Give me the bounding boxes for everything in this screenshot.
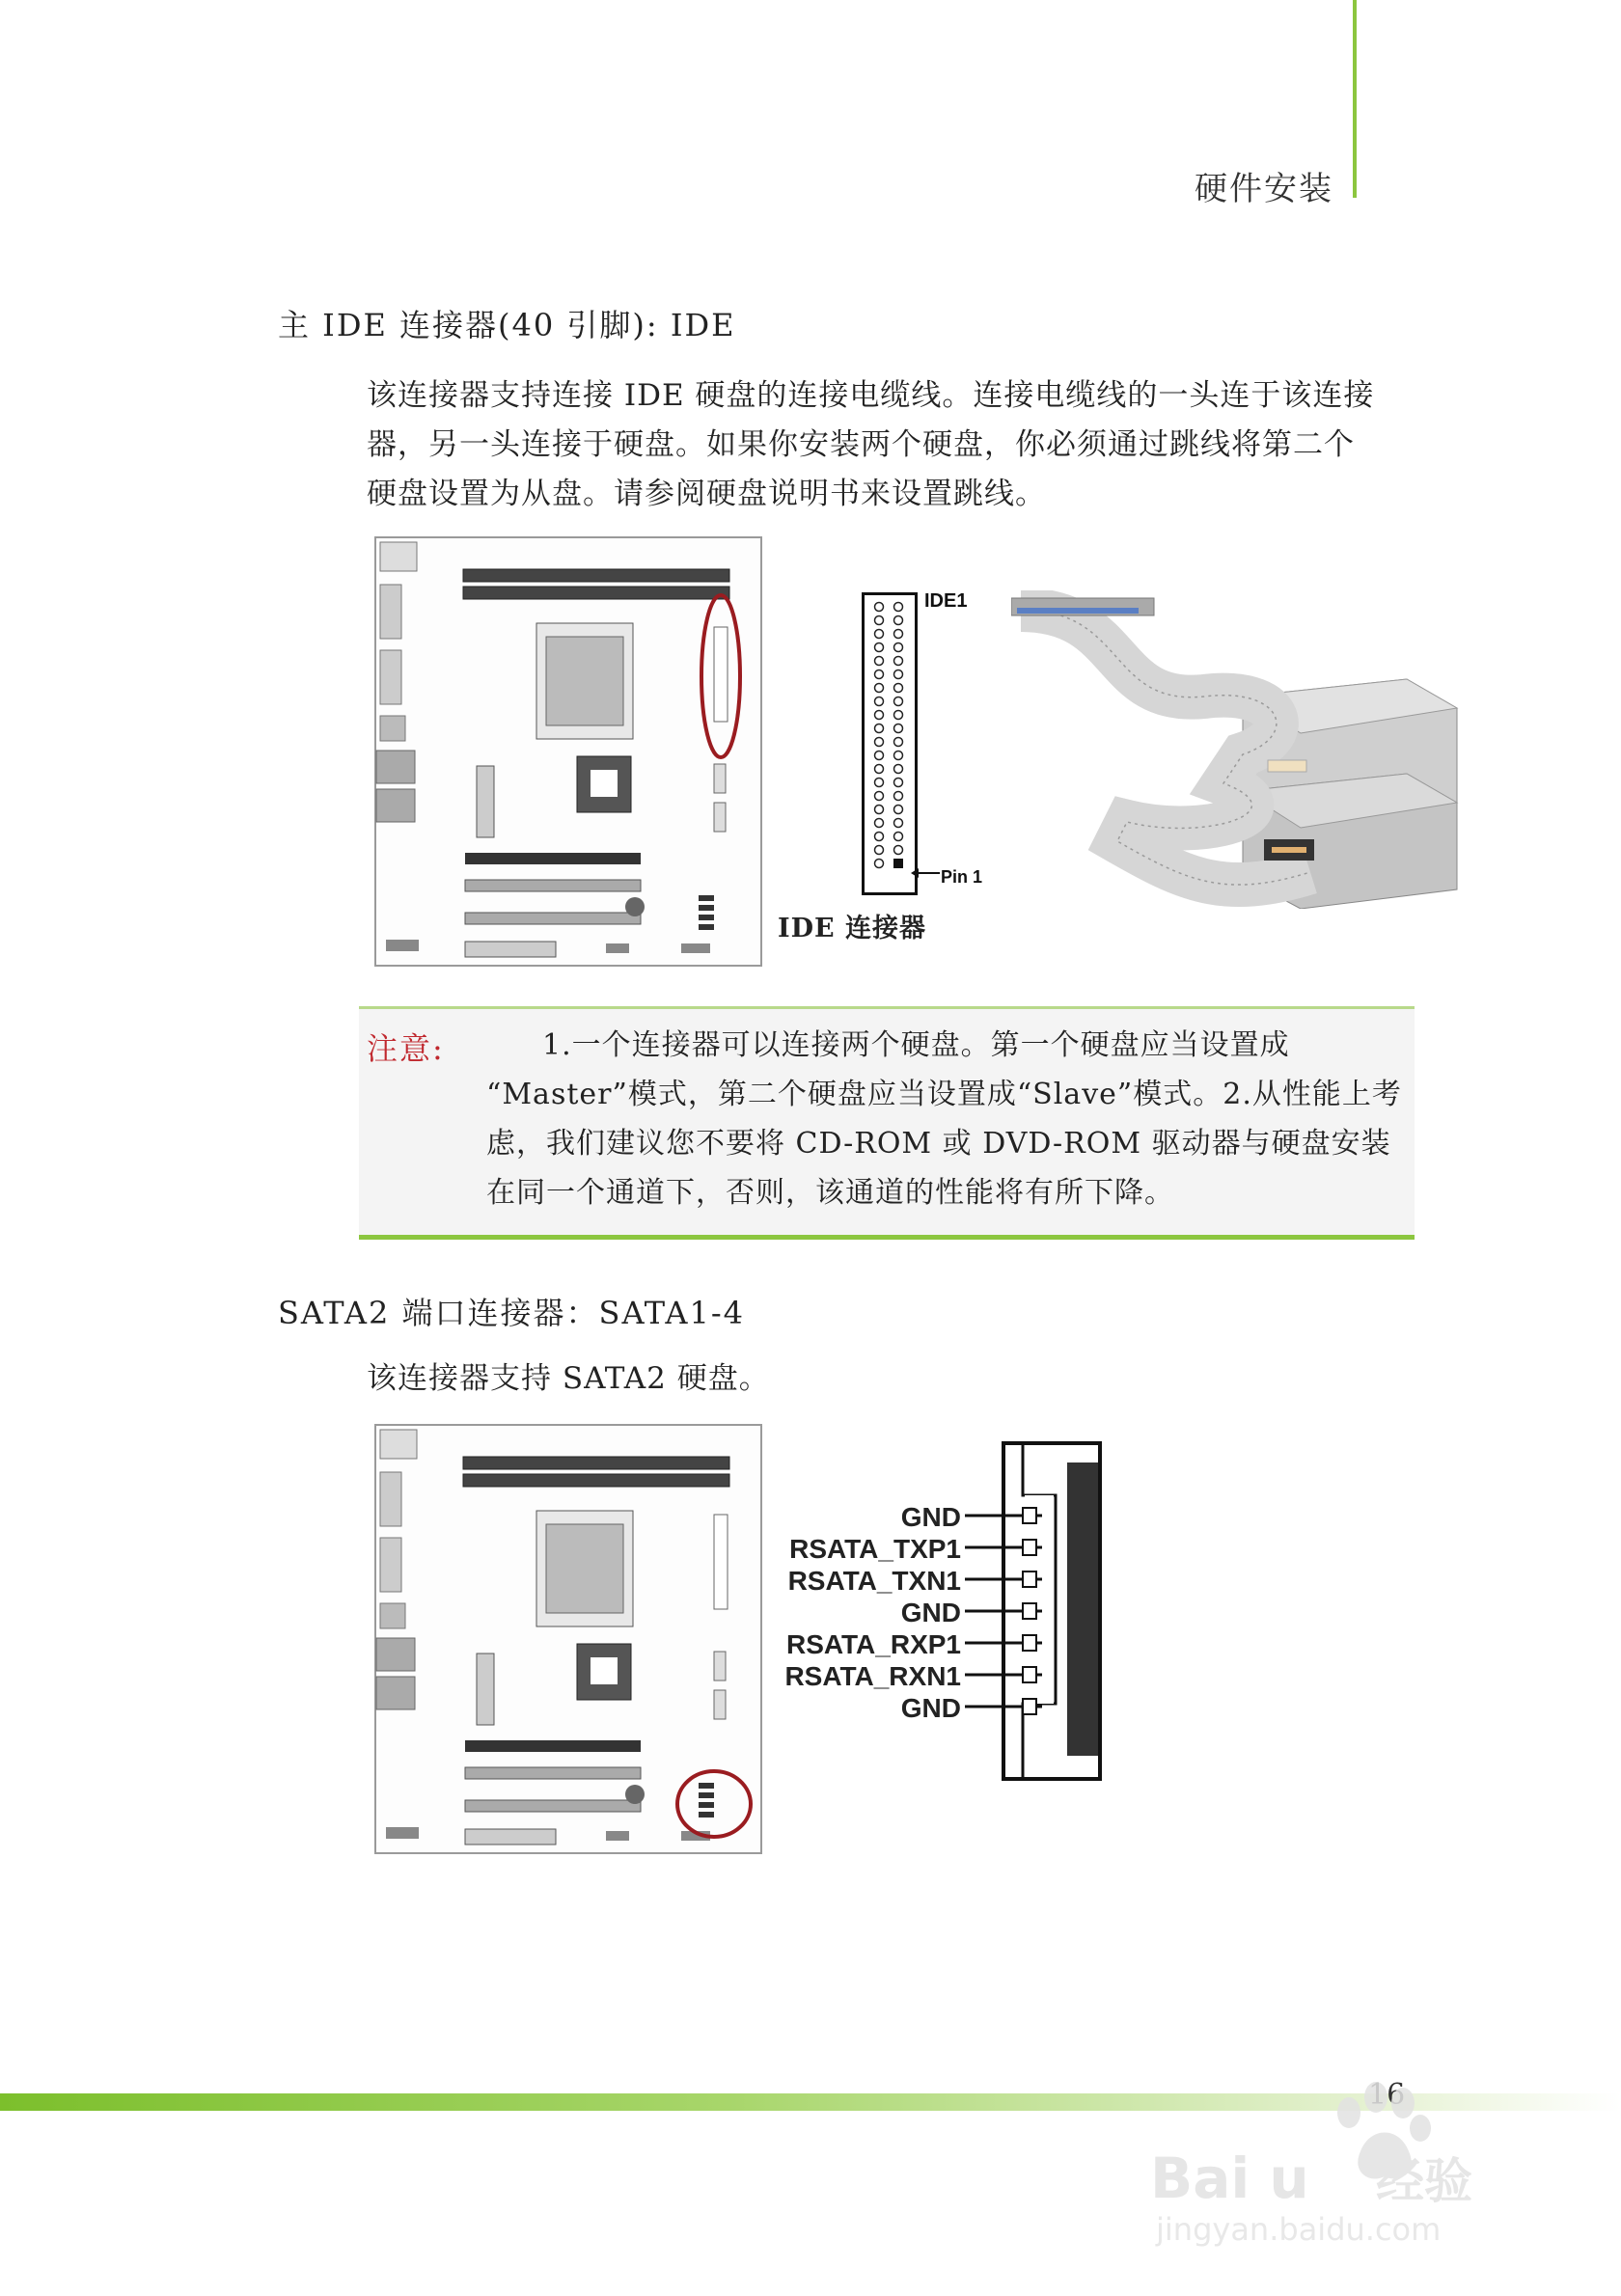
ide-connector-caption: IDE 连接器 bbox=[778, 914, 927, 943]
note-line: 在同一个通道下，否则，该通道的性能将有所下降。 bbox=[486, 1176, 1174, 1210]
svg-text:Bai u: Bai u bbox=[1150, 2146, 1309, 2211]
ide-section-heading: 主 IDE 连接器(40 引脚): IDE bbox=[278, 307, 736, 343]
ide-paragraph-line: 该连接器支持连接 IDE 硬盘的连接电缆线。连接电缆线的一头连于该连接 bbox=[367, 378, 1375, 413]
sata-pin-leads bbox=[965, 1505, 1042, 1717]
sata-pin-label: GND bbox=[900, 1598, 961, 1627]
sata-pin-label: RSATA_RXN1 bbox=[784, 1661, 961, 1691]
ide-section-paragraph bbox=[367, 371, 1428, 519]
sata-pin-label: RSATA_TXP1 bbox=[789, 1534, 961, 1564]
svg-text:jingyan.baidu.com: jingyan.baidu.com bbox=[1156, 2211, 1442, 2248]
motherboard-diagram-sata bbox=[374, 1424, 762, 1854]
header-accent-line bbox=[1353, 0, 1357, 198]
sata-pin-labels bbox=[772, 1501, 961, 1724]
sata-pin-label: RSATA_TXN1 bbox=[787, 1566, 961, 1596]
page-header-title: 硬件安装 bbox=[1195, 170, 1333, 208]
ide-paragraph-line: 硬盘设置为从盘。请参阅硬盘说明书来设置跳线。 bbox=[367, 477, 1046, 511]
ide-paragraph-line: 器，另一头连接于硬盘。如果你安装两个硬盘，你必须通过跳线将第二个 bbox=[367, 427, 1355, 462]
note-line: “Master”模式，第二个硬盘应当设置成“Slave”模式。2.从性能上考 bbox=[486, 1078, 1402, 1111]
motherboard-diagram-ide bbox=[374, 536, 762, 967]
sata-pin-label: RSATA_RXP1 bbox=[785, 1629, 961, 1659]
note-line: 1.一个连接器可以连接两个硬盘。第一个硬盘应当设置成 bbox=[542, 1028, 1290, 1062]
svg-text:经验: 经验 bbox=[1376, 2153, 1472, 2209]
ide-cable-illustration bbox=[1011, 590, 1465, 909]
note-label: 注意: bbox=[367, 1030, 445, 1067]
sata-pin-label: GND bbox=[900, 1502, 961, 1532]
sata-section-paragraph: 该连接器支持 SATA2 硬盘。 bbox=[367, 1361, 770, 1396]
note-body bbox=[486, 1021, 1409, 1217]
sata-pin-label: GND bbox=[900, 1693, 961, 1723]
sata-section-heading: SATA2 端口连接器：SATA1-4 bbox=[278, 1295, 746, 1331]
pin1-arrow-icon bbox=[911, 866, 942, 880]
note-line: 虑，我们建议您不要将 CD-ROM 或 DVD-ROM 驱动器与硬盘安装 bbox=[486, 1127, 1391, 1161]
baidu-watermark-icon bbox=[1146, 2064, 1513, 2248]
pin1-label: Pin 1 bbox=[941, 867, 983, 887]
ide-pinout-label: IDE1 bbox=[924, 590, 968, 612]
ide-pinout-diagram bbox=[862, 592, 918, 895]
